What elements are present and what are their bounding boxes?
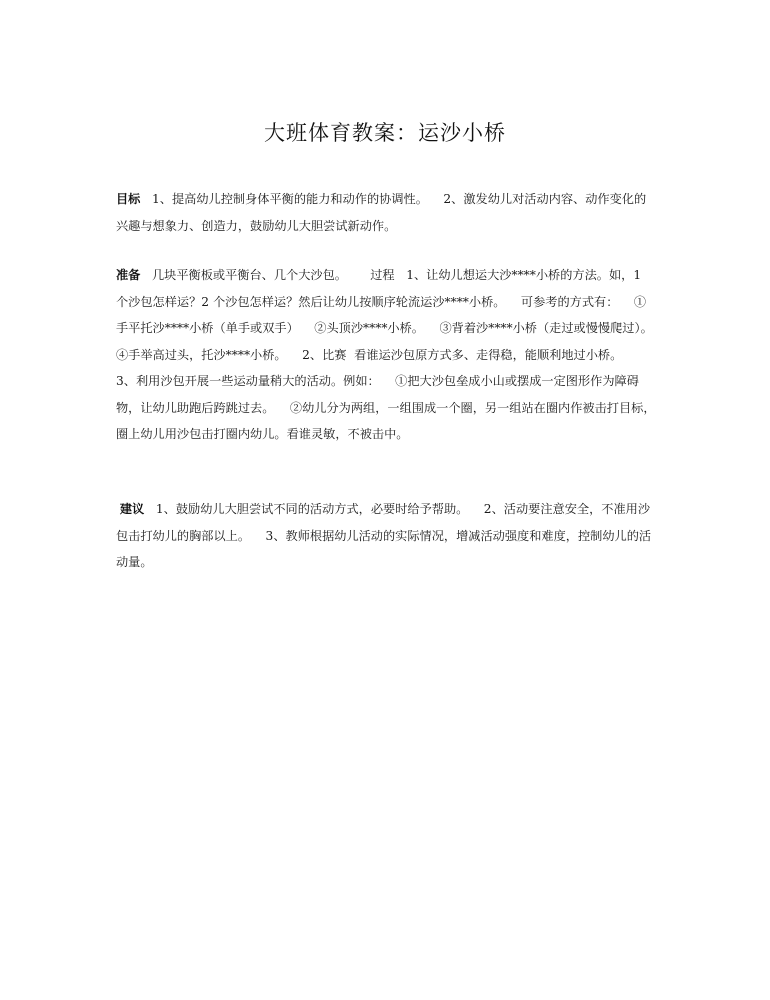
page-title: 大班体育教案：运沙小桥 <box>264 121 506 145</box>
section-advice <box>116 496 656 576</box>
section-text-goal: 1、提高幼儿控制身体平衡的能力和动作的协调性。 2、激发幼儿对活动内容、动作变化的兴趣与想象力、创造力，鼓励幼儿大胆尝试新动作。 <box>116 192 647 233</box>
section-heading-preparation: 准备 <box>116 268 141 282</box>
section-preparation <box>116 262 669 448</box>
section-heading-goal: 目标 <box>116 192 141 206</box>
section-heading-advice: 建议 <box>119 502 145 516</box>
section-goal <box>116 186 656 239</box>
section-text-preparation: 几块平衡板或平衡台、几个大沙包。 过程 1、让幼儿想运大沙****小桥的方法。如，1 个沙包怎样运？2 个沙包怎样运？然后让幼儿按顺序轮流运沙****小桥。 可参考的方式有： ①手平托沙****小桥（单手或双手） ②头顶沙****小桥。 ③背着沙****小桥（走过或慢慢爬过）。 ④手举高过头，托沙****小桥。 2、比赛 看谁运沙包原方式多、走得稳，能顺利地过小桥。 3、利用沙包开展一些运动量稍大的活动。例如： ①把大沙包垒成小山或摆成一定图形作为障碍物，让幼儿助跑后跨跳过去。 ②幼儿分为两组，一组围成一个圈，另一组站在圈内作被击打目标，圈上幼儿用沙包击打圈内幼儿。看谁灵敏，不被击中。 <box>116 268 669 441</box>
section-text-advice: 1、鼓励幼儿大胆尝试不同的活动方式，必要时给予帮助。 2、活动要注意安全，不准用沙包击打幼儿的胸部以上。 3、教师根据幼儿活动的实际情况，增减活动强度和难度，控制幼儿的活动量。 <box>116 502 652 569</box>
